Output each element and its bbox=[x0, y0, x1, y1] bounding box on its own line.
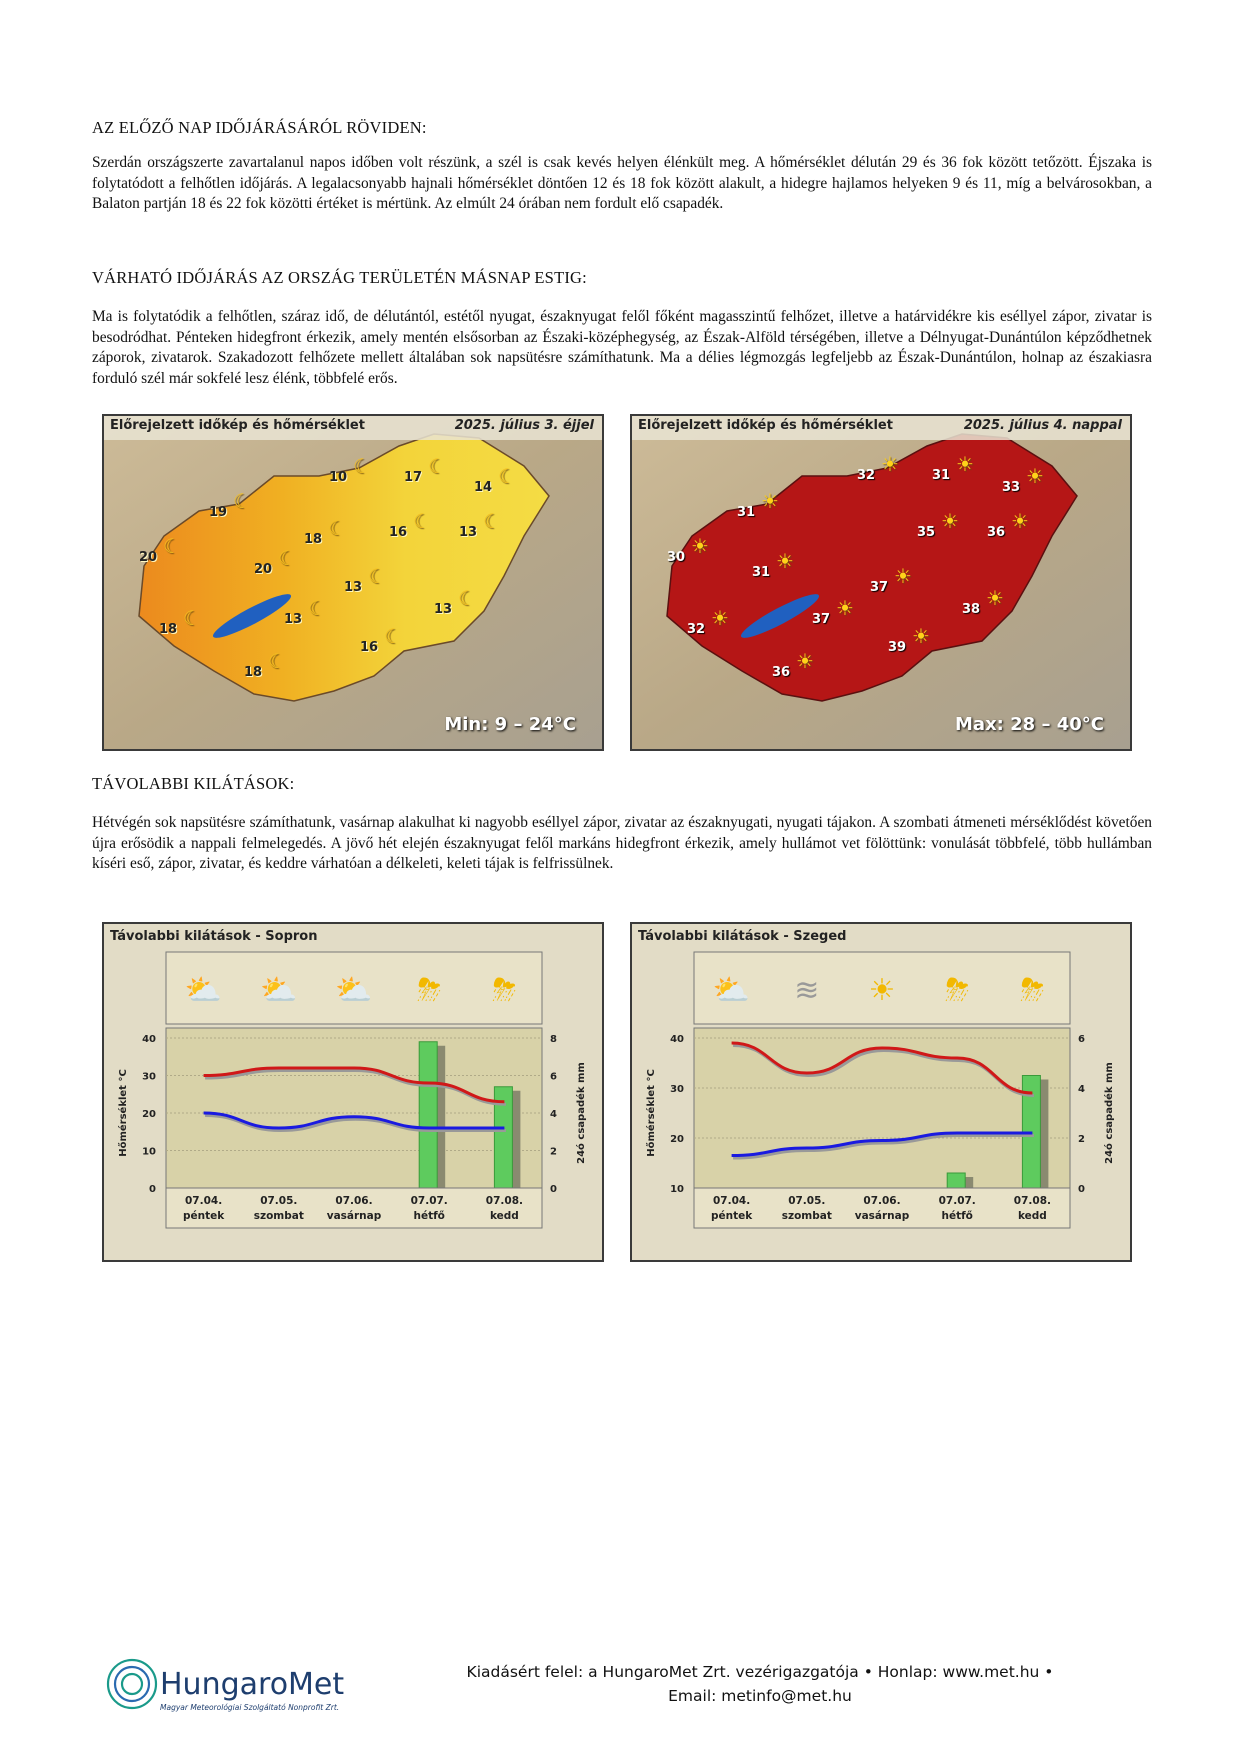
moon-icon: ☾ bbox=[278, 548, 296, 570]
x-tick-date: 07.07. bbox=[410, 1195, 448, 1207]
x-tick-day: vasárnap bbox=[854, 1210, 910, 1222]
sun-icon: ☀ bbox=[796, 651, 814, 673]
x-tick-day: hétfő bbox=[941, 1210, 973, 1222]
section-text-prev-day: Szerdán országszerte zavartalanul napos időben volt részünk, a szél is csak kevés helyen élénkült meg. A hőmérséklet délután 29 és 36 fok között tetőzött. Éjszaka is folytatódott a felhőtlen időjárás. A legalacsonyabb hajnali hőmérséklet döntően 12 és 18 fok között alakult, a hidegre hajlamos helyeken 9 és 11, míg a belvárosokban, a Balaton partján 18 és 22 fok közötti értéket is mértünk. Az elmúlt 24 órában nem fordult elő csapadék. bbox=[92, 154, 1152, 212]
moon-icon: ☾ bbox=[268, 651, 286, 673]
chart-svg-sopron bbox=[104, 924, 602, 1260]
sun-cloud-icon: ⛅ bbox=[184, 974, 223, 1007]
sun-icon: ☀ bbox=[956, 454, 974, 476]
moon-icon: ☾ bbox=[328, 518, 346, 540]
map-temperature: 17 bbox=[404, 470, 423, 485]
x-tick-day: hétfő bbox=[413, 1210, 445, 1222]
x-tick-day: vasárnap bbox=[326, 1210, 382, 1222]
sun-icon: ☀ bbox=[912, 626, 930, 648]
map-temperature: 36 bbox=[987, 525, 1006, 540]
map-temperature: 18 bbox=[159, 622, 178, 637]
x-tick-date: 07.08. bbox=[1013, 1195, 1052, 1207]
y-tick-label: 10 bbox=[142, 1146, 156, 1158]
map-temperature: 31 bbox=[752, 565, 771, 580]
sun-icon: ☀ bbox=[986, 588, 1004, 610]
sun-icon: ☀ bbox=[941, 511, 959, 533]
thunderstorm-icon: ⛈ bbox=[417, 974, 442, 1007]
map-temperature: 33 bbox=[1002, 480, 1021, 495]
hungaromet-logo bbox=[100, 1650, 380, 1720]
y2-tick-label: 0 bbox=[1078, 1184, 1085, 1195]
moon-icon: ☾ bbox=[368, 566, 386, 588]
section-heading-outlook: TÁVOLABBI KILÁTÁSOK: bbox=[92, 774, 295, 793]
sun-icon: ☀ bbox=[1026, 466, 1044, 488]
plot-area bbox=[166, 1028, 542, 1188]
section-text-next-day: Ma is folytatódik a felhőtlen, száraz idő, de délutántól, estétől nyugat, északnyugat felől főként magasszintű felhőzet, illetve a határvidékre kis eséllyel zápor, zivatar is besodródhat. Pénteken hidegfront érkezik, amely mentén elsősorban az Északi-középhegység, az Észak-Alföld térségében, illetve a Délnyugat-Dunántúlon képződhetnek záporok, zivatarok. Szakadozott felhőzete mellett általában sok napsütésre számíthatunk. Ma a délies légmozgás legfeljebb az Észak-Dunántúlon, holnap az északiasra forduló szél már sokfelé lesz élénk, többfelé erős. bbox=[92, 308, 1152, 387]
map-temperature: 13 bbox=[344, 580, 363, 595]
x-tick-date: 07.04. bbox=[712, 1195, 751, 1207]
map-temperature: 16 bbox=[360, 640, 379, 655]
moon-icon: ☾ bbox=[163, 536, 181, 558]
y-tick-label: 30 bbox=[670, 1084, 684, 1095]
map-temperature: 39 bbox=[888, 640, 907, 655]
sun-icon: ☀ bbox=[776, 551, 794, 573]
map-temperature: 31 bbox=[737, 505, 756, 520]
x-tick-date: 07.08. bbox=[485, 1195, 524, 1207]
map-temperature: 13 bbox=[434, 602, 453, 617]
y-tick-label: 40 bbox=[670, 1034, 684, 1045]
x-tick-date: 07.06. bbox=[335, 1195, 373, 1207]
section-heading-prev-day: AZ ELŐZŐ NAP IDŐJÁRÁSÁRÓL RÖVIDEN: bbox=[92, 118, 427, 137]
thunderstorm-icon: ⛈ bbox=[492, 974, 517, 1007]
moon-icon: ☾ bbox=[384, 626, 402, 648]
x-tick-date: 07.05. bbox=[788, 1195, 826, 1207]
y-axis-label: Hőmérséklet °C bbox=[646, 1069, 657, 1157]
x-tick-day: szombat bbox=[781, 1210, 832, 1222]
y-tick-label: 20 bbox=[142, 1109, 156, 1120]
thunderstorm-icon: ⛈ bbox=[945, 974, 970, 1007]
map-temperature: 16 bbox=[389, 525, 408, 540]
moon-icon: ☾ bbox=[428, 456, 446, 478]
section-text-outlook: Hétvégén sok napsütésre számíthatunk, vasárnap alakulhat ki nagyobb eséllyel zápor, zivatar az északnyugati, nyugati tájakon. A szombati átmeneti mérséklődést követően újra erősödik a nappali felmelegedés. A jövő hét elején északnyugat felől markáns hidegfront érkezik, amely hullámot vet fölöttünk: vonulását többfelé, több hullámban kíséri eső, zápor, zivatar, és keddre várhatóan a délkeleti, keleti tájak is felfrissülnek. bbox=[92, 814, 1152, 872]
y2-axis-label: 24ó csapadék mm bbox=[576, 1062, 587, 1164]
outlook-chart-szeged bbox=[630, 922, 1132, 1262]
x-tick-date: 07.07. bbox=[938, 1195, 976, 1207]
map-temperature: 18 bbox=[304, 532, 323, 547]
map-temperature: 38 bbox=[962, 602, 981, 617]
map-temperature: 36 bbox=[772, 665, 791, 680]
x-tick-day: péntek bbox=[182, 1210, 225, 1222]
sun-icon: ☀ bbox=[894, 566, 912, 588]
x-label-strip bbox=[166, 1188, 542, 1228]
sun-cloud-icon: ⛅ bbox=[260, 974, 298, 1007]
forecast-map-day bbox=[630, 414, 1132, 751]
sun-icon: ☀ bbox=[761, 491, 779, 513]
moon-icon: ☾ bbox=[233, 491, 251, 513]
map-temperature: 18 bbox=[244, 665, 263, 680]
y2-tick-label: 6 bbox=[550, 1071, 557, 1083]
x-tick-date: 07.05. bbox=[260, 1195, 298, 1207]
moon-icon: ☾ bbox=[413, 511, 431, 533]
x-tick-day: kedd bbox=[1017, 1210, 1047, 1222]
precip-bar bbox=[419, 1042, 437, 1188]
y2-tick-label: 8 bbox=[550, 1034, 557, 1045]
map-temperature: 20 bbox=[139, 550, 158, 565]
sun-icon: ☀ bbox=[868, 974, 896, 1007]
sun-icon: ☀ bbox=[711, 608, 729, 630]
map-temperature: 13 bbox=[459, 525, 478, 540]
x-tick-date: 07.06. bbox=[863, 1195, 901, 1207]
map-temperature: 20 bbox=[254, 562, 273, 577]
moon-icon: ☾ bbox=[308, 598, 326, 620]
map-summary: Min: 9 – 24°C bbox=[444, 714, 576, 735]
map-temperature: 35 bbox=[917, 525, 936, 540]
precip-bar bbox=[947, 1173, 965, 1188]
map-date: 2025. július 4. nappal bbox=[963, 418, 1122, 433]
map-temperature: 19 bbox=[209, 505, 228, 520]
y2-axis-label: 24ó csapadék mm bbox=[1104, 1062, 1115, 1164]
y2-tick-label: 2 bbox=[1078, 1134, 1085, 1145]
y-tick-label: 30 bbox=[142, 1071, 156, 1083]
fog-icon: ≋ bbox=[794, 974, 820, 1007]
map-summary: Max: 28 – 40°C bbox=[955, 714, 1104, 735]
footer-line-2: Email: metinfo@met.hu bbox=[668, 1687, 852, 1705]
y-axis-label: Hőmérséklet °C bbox=[118, 1069, 129, 1157]
y2-tick-label: 4 bbox=[1078, 1084, 1085, 1095]
sun-cloud-icon: ⛅ bbox=[712, 974, 751, 1007]
map-temperature: 14 bbox=[474, 480, 493, 495]
y-tick-label: 0 bbox=[149, 1184, 156, 1195]
moon-icon: ☾ bbox=[483, 511, 501, 533]
sun-icon: ☀ bbox=[836, 598, 854, 620]
y2-tick-label: 2 bbox=[550, 1146, 557, 1158]
forecast-map-night bbox=[102, 414, 604, 751]
logo-subtitle: Magyar Meteorológiai Szolgáltató Nonprofit Zrt. bbox=[160, 1703, 340, 1712]
y-tick-label: 10 bbox=[670, 1184, 684, 1195]
x-tick-day: kedd bbox=[489, 1210, 519, 1222]
y2-tick-label: 6 bbox=[1078, 1034, 1085, 1045]
moon-icon: ☾ bbox=[353, 456, 371, 478]
y2-tick-label: 0 bbox=[550, 1184, 557, 1195]
map-temperature: 32 bbox=[857, 468, 876, 483]
logo-wordmark: HungaroMet bbox=[160, 1667, 345, 1702]
sun-icon: ☀ bbox=[881, 454, 899, 476]
moon-icon: ☾ bbox=[458, 588, 476, 610]
sun-icon: ☀ bbox=[1011, 511, 1029, 533]
moon-icon: ☾ bbox=[183, 608, 201, 630]
x-tick-day: szombat bbox=[253, 1210, 304, 1222]
x-tick-date: 07.04. bbox=[184, 1195, 223, 1207]
map-temperature: 30 bbox=[667, 550, 686, 565]
x-tick-day: péntek bbox=[710, 1210, 753, 1222]
map-title: Előrejelzett időkép és hőmérséklet bbox=[638, 418, 893, 433]
moon-icon: ☾ bbox=[498, 466, 516, 488]
sun-cloud-icon: ⛅ bbox=[335, 974, 373, 1007]
map-temperature: 37 bbox=[812, 612, 831, 627]
map-temperature: 13 bbox=[284, 612, 303, 627]
map-temperature: 10 bbox=[329, 470, 348, 485]
y2-tick-label: 4 bbox=[550, 1109, 557, 1120]
map-temperature: 37 bbox=[870, 580, 889, 595]
sun-icon: ☀ bbox=[691, 536, 709, 558]
footer-line-1: Kiadásért felel: a HungaroMet Zrt. vezérigazgatója • Honlap: www.met.hu • bbox=[466, 1663, 1054, 1681]
x-label-strip bbox=[694, 1188, 1070, 1228]
chart-title: Távolabbi kilátások - Sopron bbox=[110, 929, 318, 944]
section-heading-next-day: VÁRHATÓ IDŐJÁRÁS AZ ORSZÁG TERÜLETÉN MÁSNAP ESTIG: bbox=[92, 268, 587, 287]
map-temperature: 32 bbox=[687, 622, 706, 637]
y-tick-label: 20 bbox=[670, 1134, 684, 1145]
map-date: 2025. július 3. éjjel bbox=[454, 418, 594, 433]
outlook-chart-sopron bbox=[102, 922, 604, 1262]
map-temperature: 31 bbox=[932, 468, 951, 483]
thunderstorm-icon: ⛈ bbox=[1020, 974, 1045, 1007]
chart-title: Távolabbi kilátások - Szeged bbox=[638, 929, 847, 944]
y-tick-label: 40 bbox=[142, 1034, 156, 1045]
map-title: Előrejelzett időkép és hőmérséklet bbox=[110, 418, 365, 433]
chart-svg-szeged bbox=[632, 924, 1130, 1260]
